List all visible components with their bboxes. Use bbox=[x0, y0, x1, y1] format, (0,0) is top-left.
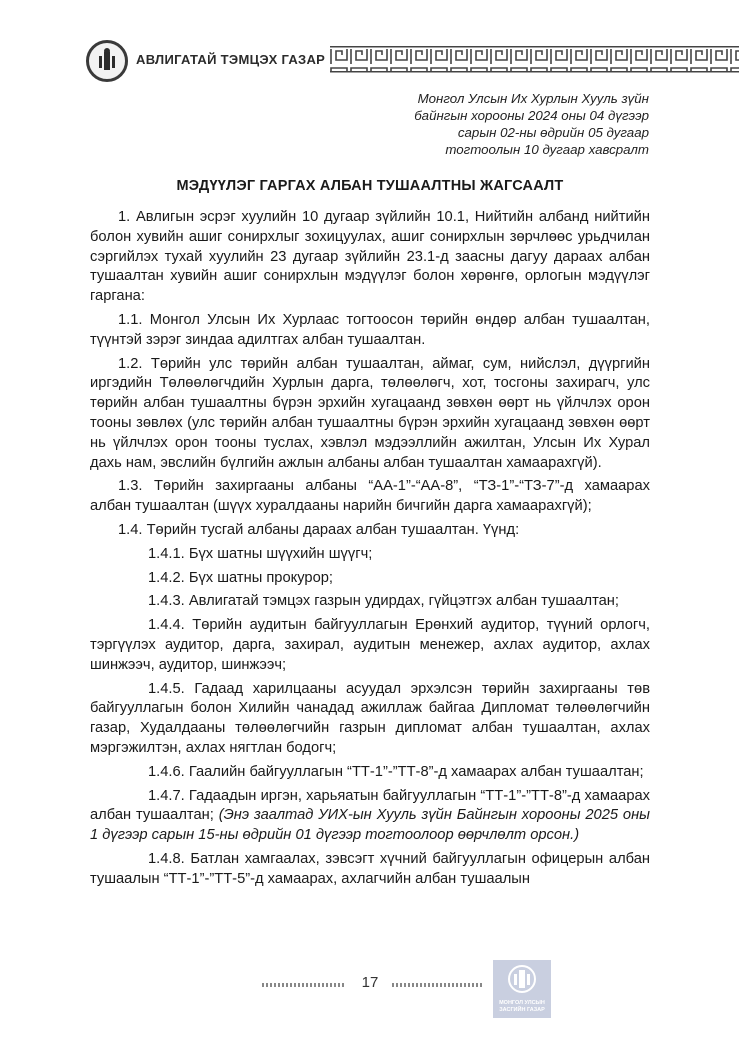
document-body bbox=[90, 208, 650, 894]
agency-name: АВЛИГАТАЙ ТЭМЦЭХ ГАЗАР bbox=[136, 52, 326, 67]
appendix-note bbox=[329, 90, 649, 158]
paragraph-1-4-7-text: 1.4.7. Гадаадын иргэн, харьяатын байгууллагын “ТТ-1”-”ТТ-8”-д хамаарах албан тушаалтан; bbox=[90, 787, 650, 824]
paragraph-1-4-5: 1.4.5. Гадаад харилцааны асуудал эрхэлсэн төрийн захиргааны төв байгууллагын болон Хилийн чанадад ажиллаж байгаа Дипломат төлөөлөгчийн газар, Худалдааны төлөөлөгчийн газрын дипломат албан тушаалтан, ахлах мэргэжилтэн, ахлах нягтлан бодогч; bbox=[90, 680, 650, 756]
paragraph-1-4-4: 1.4.4. Төрийн аудитын байгууллагын Ерөнхий аудитор, түүний орлогч, тэргүүлэх аудитор, дарга, захирал, аудитын менежер, ахлах аудитор, ахлах шинжээч, аудитор, шинжээч; bbox=[90, 617, 650, 673]
paragraph-1-4: 1.4. Төрийн тусгай албаны дараах албан тушаалтан. Үүнд: bbox=[118, 521, 520, 538]
page-number: 17 bbox=[361, 974, 379, 991]
page-header bbox=[0, 0, 739, 157]
gov-logo-line: МОНГОЛ УЛСЫН bbox=[499, 1000, 545, 1006]
note-line: сарын 02-ны өдрийн 05 дугаар bbox=[457, 125, 649, 140]
paragraph-1-2: 1.2. Төрийн улс төрийн албан тушаалтан, аймаг, сум, нийслэл, дүүргийн иргэдийн Төлөөлөгчдийн Хурлын дарга, төлөөлөгч, хот, тосгоны захирагч, улс төрийн албан тушаалтны бүрэн эрхийн хугацаанд зөвхөн өөрт нь үйлчлэх орон тооны зөвлөх (улс төрийн албан тушаалтны бүрэн эрхийн хугацаанд зөвхөн өөрт нь үйлчлэх орон тооны туслах, хэвлэл мэдээллийн ажилтан, Улсын Их Хурал дахь нам, эвслийн бүлгийн ажлын албаны албан тушаалтан хамаарахгүй). bbox=[90, 355, 650, 471]
gov-logo-line: ЗАСГИЙН ГАЗАР bbox=[499, 1007, 545, 1013]
paragraph-1-4-1: 1.4.1. Бүх шатны шүүхийн шүүгч; bbox=[148, 545, 373, 562]
paragraph-1: 1. Авлигын эсрэг хуулийн 10 дугаар зүйлийн 10.1, Нийтийн албанд нийтийн болон хувийн ашиг сонирхлыг зохицуулах, ашиг сонирхлын зөрчлөөс урьдчилан сэргийлэх тухай хуулийн 23 дугаар зүйлийн 23.1-д заасны дагуу дараах албан тушаалтан хувийн ашиг сонирхлын мэдүүлэг болон хөрөнгө, орлогын мэдүүлэг гаргана: bbox=[90, 209, 650, 305]
footer-rule-right bbox=[392, 983, 482, 987]
government-emblem-icon bbox=[493, 960, 551, 1018]
document-title: МЭДҮҮЛЭГ ГАРГАХ АЛБАН ТУШААЛТНЫ ЖАГСААЛТ bbox=[176, 178, 564, 194]
note-line: Монгол Улсын Их Хурлын Хууль зүйн bbox=[417, 91, 649, 106]
paragraph-1-3: 1.3. Төрийн захиргааны албаны “АА-1”-“АА-8”, “ТЗ-1”-“ТЗ-7”-д хамаарах албан тушаалтан (шүүх хуралдааны нарийн бичгийн дарга хамаарахгүй); bbox=[90, 478, 650, 515]
soyombo-emblem-icon bbox=[86, 40, 128, 82]
page-footer bbox=[0, 960, 739, 1038]
paragraph-1-4-6: 1.4.6. Гаалийн байгууллагын “ТТ-1”-”ТТ-8”-д хамаарах албан тушаалтан; bbox=[148, 763, 644, 780]
note-line: байнгын хорооны 2024 оны 04 дүгээр bbox=[414, 108, 649, 123]
paragraph-1-4-3: 1.4.3. Авлигатай тэмцэх газрын удирдах, гүйцэтгэх албан тушаалтан; bbox=[148, 593, 619, 610]
footer-rule-left bbox=[262, 983, 346, 987]
paragraph-1-4-2: 1.4.2. Бүх шатны прокурор; bbox=[148, 569, 333, 586]
paragraph-1-4-7 bbox=[90, 787, 650, 846]
paragraph-1-1: 1.1. Монгол Улсын Их Хурлаас тогтоосон төрийн өндөр албан тушаалтан, түүнтэй зэрэг зиндаа адилтгах албан тушаалтан. bbox=[90, 311, 650, 348]
note-line: тогтоолын 10 дугаар хавсралт bbox=[445, 142, 649, 157]
paragraph-1-4-8: 1.4.8. Батлан хамгаалах, зэвсэгт хүчний байгууллагын офицерын албан тушаалын “ТТ-1”-”ТТ-5”-д хамаарах, ахлагчийн албан тушаалын bbox=[90, 850, 650, 887]
amendment-note: (Энэ заалтад УИХ-ын Хууль зүйн Байнгын хорооны 2025 оны 1 дүгээр сарын 15-ны өдрийн 01 дүгээр тогтоолоор өөрчлөлт орсон.) bbox=[90, 807, 650, 844]
meander-border bbox=[330, 44, 739, 74]
